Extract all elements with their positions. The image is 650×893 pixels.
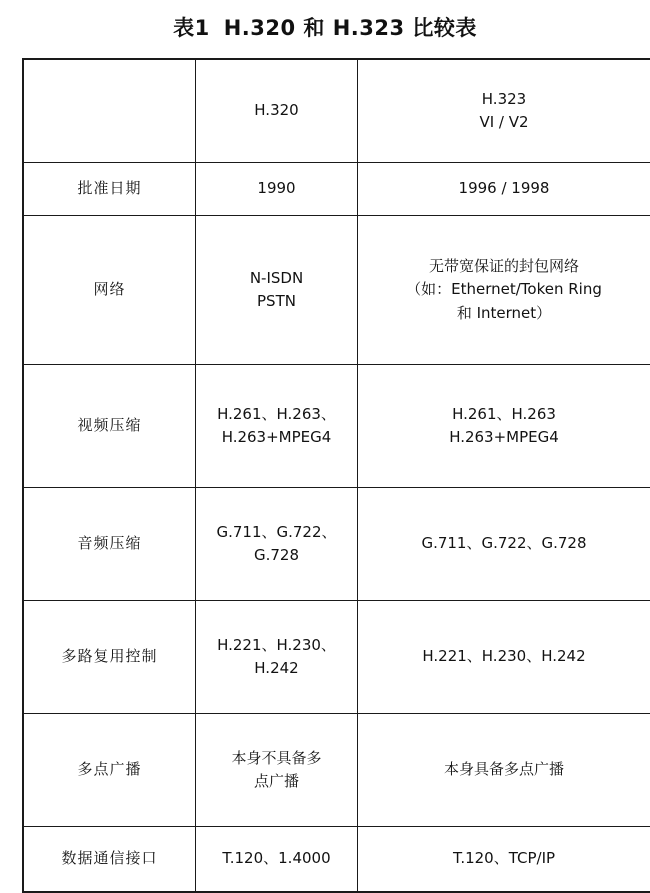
cell-line: 1996 / 1998: [361, 177, 647, 200]
table-row: [23, 827, 650, 893]
cell-line: T.120、1.4000: [199, 847, 354, 870]
cell-line: N-ISDN: [199, 267, 354, 290]
table-row: [23, 714, 650, 827]
row-label-video-compression: 视频压缩: [23, 365, 196, 488]
header-corner-cell: [23, 59, 196, 163]
row-label-approval-date: 批准日期: [23, 163, 196, 216]
cell-h323-video-compression: [358, 365, 650, 488]
cell-h320-data-interface: [196, 827, 358, 893]
header-h323-line2: VI / V2: [361, 111, 647, 134]
cell-line: T.120、TCP/IP: [361, 847, 647, 870]
cell-line: （如：Ethernet/Token Ring: [361, 278, 647, 301]
cell-line: G.711、G.722、: [199, 521, 354, 544]
row-label-multicast: 多点广播: [23, 714, 196, 827]
header-h323-line1: H.323: [361, 88, 647, 111]
cell-h323-network: [358, 216, 650, 365]
header-h323-cell: [358, 59, 650, 163]
cell-line: 点广播: [199, 770, 354, 793]
cell-line: H.261、H.263: [361, 403, 647, 426]
cell-h320-approval-date: [196, 163, 358, 216]
cell-line: H.263+MPEG4: [199, 426, 354, 449]
cell-h323-approval-date: [358, 163, 650, 216]
table-row: [23, 601, 650, 714]
row-label-data-interface: 数据通信接口: [23, 827, 196, 893]
table-caption: [0, 12, 650, 42]
cell-line: H.221、H.230、: [199, 634, 354, 657]
caption-number: 表1: [173, 16, 210, 40]
cell-h320-network: [196, 216, 358, 365]
cell-line: H.263+MPEG4: [361, 426, 647, 449]
table-row: [23, 488, 650, 601]
cell-h320-mux-control: [196, 601, 358, 714]
cell-line: H.242: [199, 657, 354, 680]
row-label-mux-control: 多路复用控制: [23, 601, 196, 714]
cell-line: G.711、G.722、G.728: [361, 532, 647, 555]
cell-line: 本身具备多点广播: [361, 758, 647, 781]
cell-line: 和 Internet）: [361, 302, 647, 325]
cell-h320-multicast: [196, 714, 358, 827]
table-row: [23, 365, 650, 488]
table-row: [23, 163, 650, 216]
row-label-audio-compression: 音频压缩: [23, 488, 196, 601]
document-page: [0, 12, 650, 888]
cell-h323-data-interface: [358, 827, 650, 893]
header-h320-cell: H.320: [196, 59, 358, 163]
cell-h323-audio-compression: [358, 488, 650, 601]
cell-h320-video-compression: [196, 365, 358, 488]
cell-h320-audio-compression: [196, 488, 358, 601]
comparison-table-wrapper: [22, 58, 628, 893]
cell-line: PSTN: [199, 290, 354, 313]
cell-line: 本身不具备多: [199, 747, 354, 770]
row-label-network: 网络: [23, 216, 196, 365]
comparison-table: [22, 58, 650, 893]
cell-line: H.221、H.230、H.242: [361, 645, 647, 668]
cell-line: H.261、H.263、: [199, 403, 354, 426]
table-row: [23, 216, 650, 365]
cell-line: 无带宽保证的封包网络: [361, 255, 647, 278]
cell-line: G.728: [199, 544, 354, 567]
cell-h323-multicast: [358, 714, 650, 827]
table-header-row: [23, 59, 650, 163]
cell-line: 1990: [199, 177, 354, 200]
cell-h323-mux-control: [358, 601, 650, 714]
caption-title: H.320 和 H.323 比较表: [224, 16, 477, 40]
